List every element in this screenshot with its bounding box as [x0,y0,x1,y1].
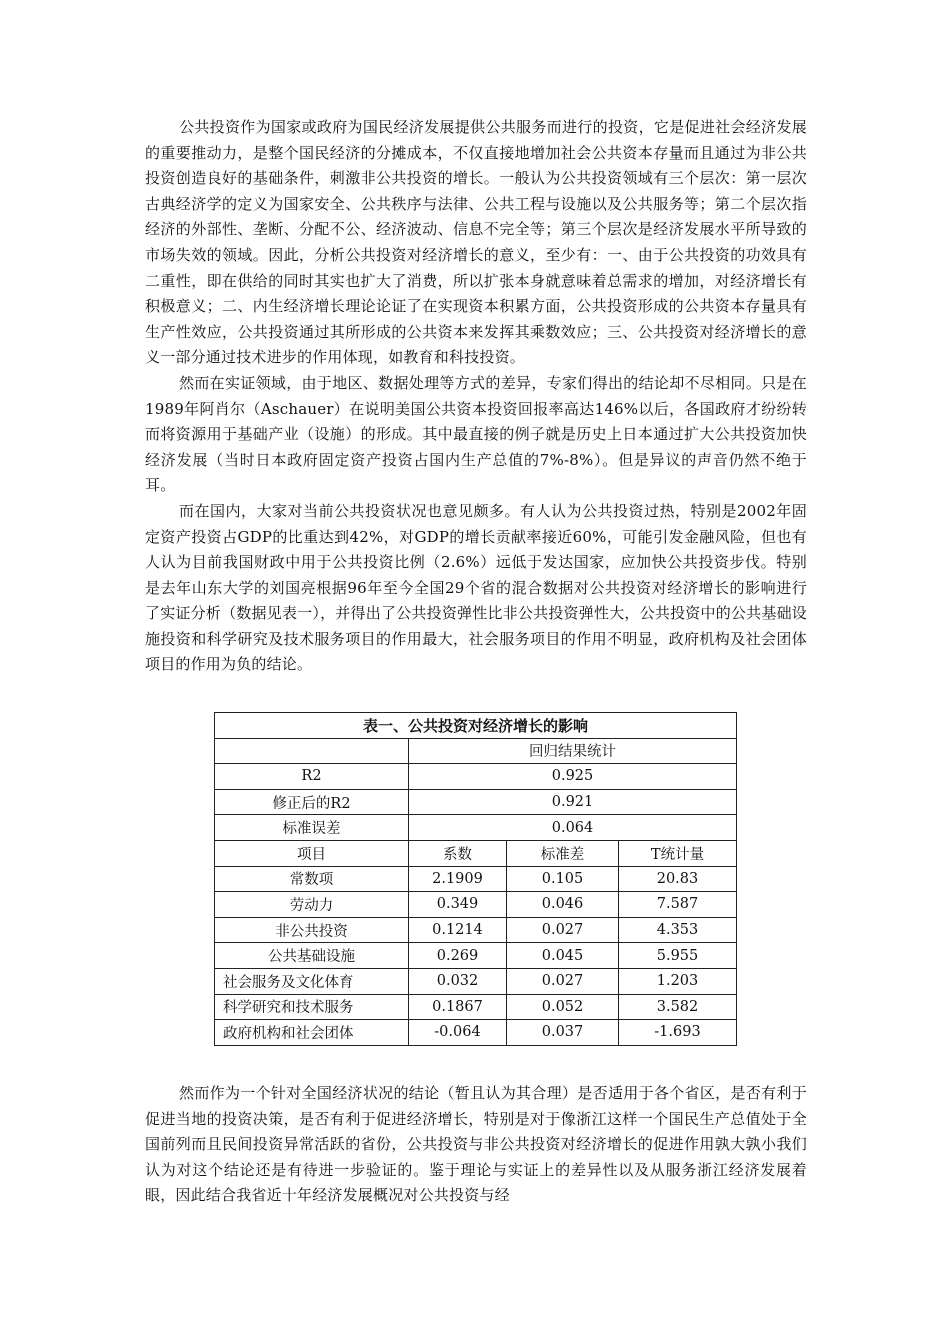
row-item: 社会服务及文化体育 [215,968,409,994]
table-caption: 表一、公共投资对经济增长的影响 [215,713,737,739]
column-header-coef: 系数 [409,840,507,866]
row-coef: 0.1214 [409,917,507,943]
paragraph-empirical: 然而在实证领域，由于地区、数据处理等方式的差异，专家们得出的结论却不尽相同。只是在1989年阿肖尔（Aschauer）在说明美国公共资本投资回报率高达146%以后，各国政府才纷纷转而将资源用于基础产业（设施）的形成。其中最直接的例子就是历史上日本通过扩大公共投资加快经济发展（当时日本政府固定资产投资占国内生产总值的7%-8%）。但是异议的声音仍然不绝于耳。 [145,373,807,495]
stat-value: 0.064 [409,815,737,841]
table-empty-cell [215,738,409,764]
row-item: 政府机构和社会团体 [215,1020,409,1046]
row-tstat: 5.955 [619,943,737,969]
table-column-header-row [215,840,737,866]
row-item: 常数项 [215,866,409,892]
stat-label: R2 [215,764,409,790]
row-item: 劳动力 [215,892,409,918]
row-coef: 0.349 [409,892,507,918]
table-row [215,994,737,1020]
table-stat-row [215,764,737,790]
row-tstat: 1.203 [619,968,737,994]
stat-value: 0.921 [409,789,737,815]
column-header-item: 项目 [215,840,409,866]
column-header-tstat: T统计量 [619,840,737,866]
paragraph-domestic: 而在国内，大家对当前公共投资状况也意见颇多。有人认为公共投资过热，特别是2002年固定资产投资占GDP的比重达到42%，对GDP的增长贡献率接近60%，可能引发金融风险，但也有人认为目前我国财政中用于公共投资比例（2.6%）远低于发达国家，应加快公共投资步伐。特别是去年山东大学的刘国亮根据96年至今全国29个省的混合数据对公共投资对经济增长的影响进行了实证分析（数据见表一），并得出了公共投资弹性比非公共投资弹性大，公共投资中的公共基础设施投资和科学研究及技术服务项目的作用最大，社会服务项目的作用不明显，政府机构及社会团体项目的作用为负的结论。 [145,501,807,674]
stat-label: 修正后的R2 [215,789,409,815]
table-row [215,968,737,994]
column-header-stderr: 标准差 [507,840,619,866]
row-coef: 0.1867 [409,994,507,1020]
table-stats-header-row [215,738,737,764]
row-tstat: -1.693 [619,1020,737,1046]
body-text-top [145,115,807,678]
table-row [215,943,737,969]
row-stderr: 0.037 [507,1020,619,1046]
row-stderr: 0.105 [507,866,619,892]
row-tstat: 4.353 [619,917,737,943]
row-coef: -0.064 [409,1020,507,1046]
row-item: 科学研究和技术服务 [215,994,409,1020]
row-stderr: 0.046 [507,892,619,918]
row-tstat: 20.83 [619,866,737,892]
stat-label: 标准误差 [215,815,409,841]
paragraph-zhejiang: 然而作为一个针对全国经济状况的结论（暂且认为其合理）是否适用于各个省区，是否有利于促进当地的投资决策，是否有利于促进经济增长，特别是对于像浙江这样一个国民生产总值处于全国前列而且民间投资异常活跃的省份，公共投资与非公共投资对经济增长的促进作用孰大孰小我们认为对这个结论还是有待进一步验证的。鉴于理论与实证上的差异性以及从服务浙江经济发展着眼，因此结合我省近十年经济发展概况对公共投资与经 [145,1084,807,1205]
row-stderr: 0.027 [507,917,619,943]
row-stderr: 0.027 [507,968,619,994]
table-row [215,1020,737,1046]
table-row [215,866,737,892]
table-caption-row [215,713,737,739]
row-coef: 0.269 [409,943,507,969]
paragraph-intro: 公共投资作为国家或政府为国民经济发展提供公共服务而进行的投资，它是促进社会经济发展的重要推动力，是整个国民经济的分摊成本，不仅直接地增加社会公共资本存量而且通过为非公共投资创造良好的基础条件，刺激非公共投资的增长。一般认为公共投资领域有三个层次：第一层次古典经济学的定义为国家安全、公共秩序与法律、公共工程与设施以及公共服务等；第二个层次指经济的外部性、垄断、分配不公、经济波动、信息不完全等；第三个层次是经济发展水平所导致的市场失效的领域。因此，分析公共投资对经济增长的意义，至少有：一、由于公共投资的功效具有二重性，即在供给的同时其实也扩大了消费，所以扩张本身就意味着总需求的增加，对经济增长有积极意义；二、内生经济增长理论论证了在实现资本积累方面，公共投资形成的公共资本存量具有生产性效应，公共投资通过其所形成的公共资本来发挥其乘数效应；三、公共投资对经济增长的意义一部分通过技术进步的作用体现，如教育和科技投资。 [145,118,807,367]
row-stderr: 0.052 [507,994,619,1020]
table-stat-row [215,815,737,841]
body-text-bottom [145,1081,807,1209]
table-row [215,917,737,943]
row-coef: 2.1909 [409,866,507,892]
row-stderr: 0.045 [507,943,619,969]
stat-value: 0.925 [409,764,737,790]
stats-header: 回归结果统计 [409,738,737,764]
row-item: 公共基础设施 [215,943,409,969]
regression-table [214,712,737,1046]
table-row [215,892,737,918]
row-tstat: 7.587 [619,892,737,918]
row-item: 非公共投资 [215,917,409,943]
table-stat-row [215,789,737,815]
row-tstat: 3.582 [619,994,737,1020]
row-coef: 0.032 [409,968,507,994]
